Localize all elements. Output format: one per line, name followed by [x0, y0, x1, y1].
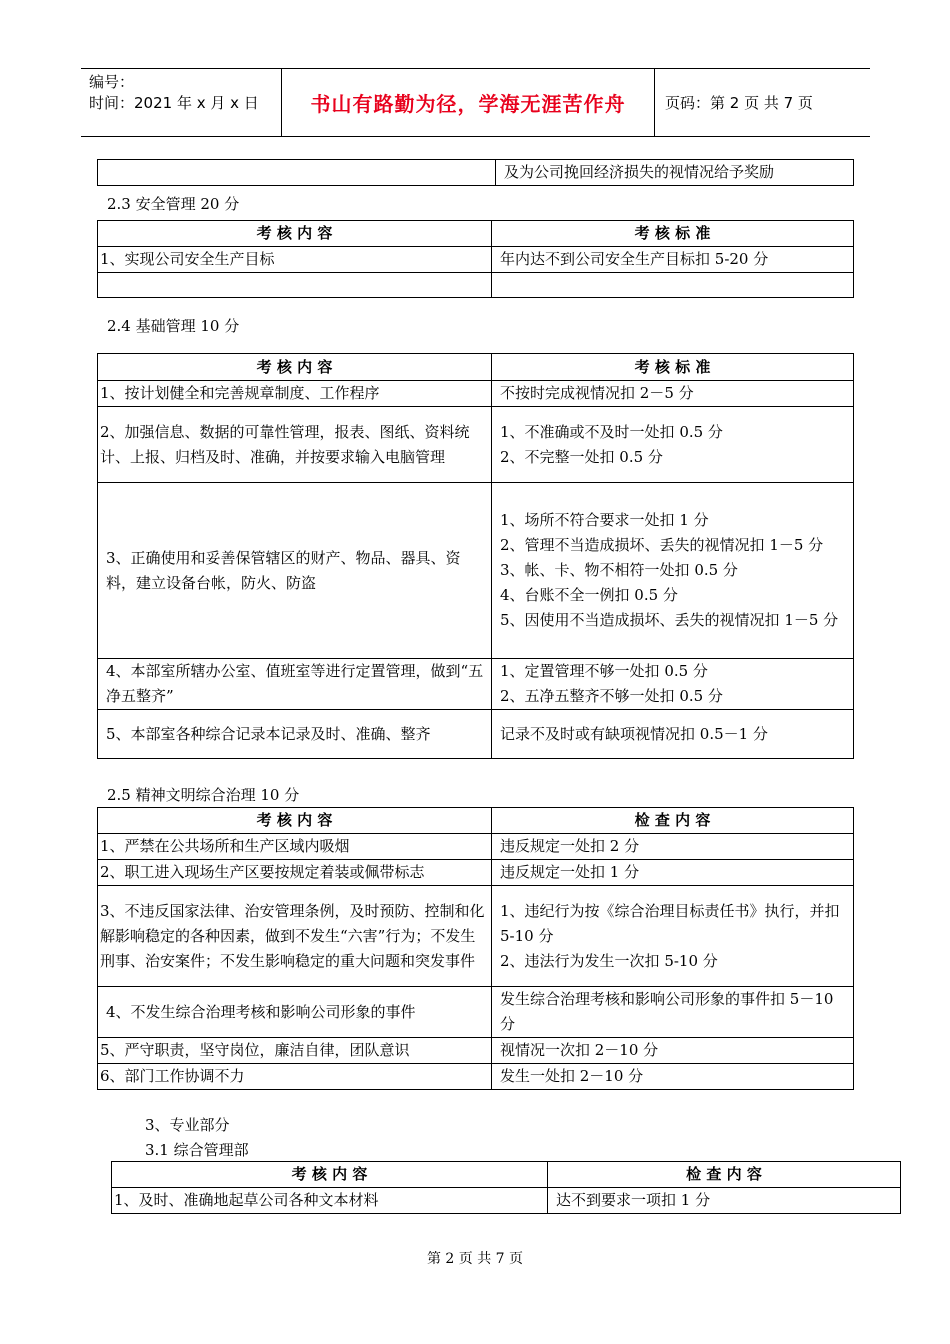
section-title-2-4: 2.4 基础管理 10 分 [107, 317, 240, 335]
table-cell [492, 886, 854, 987]
table-cell: 年内达不到公司安全生产目标扣 5-20 分 [492, 247, 854, 273]
table-cell: 违反规定一处扣 1 分 [492, 860, 854, 886]
table-row [98, 247, 854, 273]
subsection-title-3-1: 3.1 综合管理部 [145, 1141, 249, 1159]
column-header: 考 核 内 容 [112, 1162, 548, 1188]
continuation-table [97, 159, 854, 186]
cell-line: 1、定置管理不够一处扣 0.5 分 [500, 662, 708, 680]
table-cell: 违反规定一处扣 2 分 [492, 834, 854, 860]
table-row [98, 834, 854, 860]
table-row [112, 1188, 901, 1214]
time-label: 时间：2021 年 x 月 x 日 [89, 94, 259, 112]
table-cell [492, 407, 854, 483]
table-row [98, 1064, 854, 1090]
table-cell: 4、不发生综合治理考核和影响公司形象的事件 [98, 987, 492, 1038]
table-cell [492, 273, 854, 298]
table-row [98, 483, 854, 659]
table-cell: 1、及时、准确地起草公司各种文本材料 [112, 1188, 548, 1214]
cell-line: 5、因使用不当造成损坏、丢失的视情况扣 1－5 分 [500, 611, 839, 629]
table-cell: 5、本部室各种综合记录本记录及时、准确、整齐 [98, 710, 492, 759]
header-meta [81, 69, 282, 136]
table-cell: 6、部门工作协调不力 [98, 1064, 492, 1090]
table-row [98, 659, 854, 710]
table-cell: 1、按计划健全和完善规章制度、工作程序 [98, 381, 492, 407]
page-footer: 第 2 页 共 7 页 [426, 1251, 524, 1267]
table-header-row [98, 808, 854, 834]
table-cell: 1、实现公司安全生产目标 [98, 247, 492, 273]
table-header-row [98, 221, 854, 247]
table-cell [98, 160, 496, 186]
cell-line: 1、场所不符合要求一处扣 1 分 [500, 511, 709, 529]
cell-line: 1、不准确或不及时一处扣 0.5 分 [500, 422, 723, 441]
table-row [98, 1038, 854, 1064]
table-cell: 发生综合治理考核和影响公司形象的事件扣 5－10 分 [492, 987, 854, 1038]
cell-line: 2、管理不当造成损坏、丢失的视情况扣 1－5 分 [500, 536, 824, 554]
table-cell: 3、正确使用和妥善保管辖区的财产、物品、器具、资料，建立设备台帐，防火、防盗 [98, 483, 492, 659]
table-cell: 不按时完成视情况扣 2－5 分 [492, 381, 854, 407]
header-motto: 书山有路勤为径，学海无涯苦作舟 [282, 69, 655, 136]
section-title-3: 3、专业部分 [145, 1116, 230, 1134]
table-row [98, 886, 854, 987]
table-row [98, 407, 854, 483]
civilization-table [97, 807, 854, 1090]
table-cell: 5、严守职责，坚守岗位，廉洁自律，团队意识 [98, 1038, 492, 1064]
cell-line: 2、不完整一处扣 0.5 分 [500, 447, 663, 466]
table-cell: 4、本部室所辖办公室、值班室等进行定置管理，做到“五净五整齐” [98, 659, 492, 710]
column-header: 检 查 内 容 [492, 808, 854, 834]
cell-line: 4、台账不全一例扣 0.5 分 [500, 586, 678, 604]
table-row [98, 710, 854, 759]
column-header: 考 核 内 容 [98, 354, 492, 381]
table-cell: 及为公司挽回经济损失的视情况给予奖励 [496, 160, 854, 186]
page-header [81, 68, 870, 137]
cell-line: 1、违纪行为按《综合治理目标责任书》执行，并扣 5-10 分 [500, 901, 840, 945]
table-cell: 2、加强信息、数据的可靠性管理，报表、图纸、资料统计、上报、归档及时、准确，并按要求输入电脑管理 [98, 407, 492, 483]
section-title-2-5: 2.5 精神文明综合治理 10 分 [107, 786, 300, 804]
general-management-table [111, 1161, 901, 1214]
table-cell: 2、职工进入现场生产区要按规定着装或佩带标志 [98, 860, 492, 886]
table-cell: 记录不及时或有缺项视情况扣 0.5－1 分 [492, 710, 854, 759]
table-row [98, 987, 854, 1038]
table-row [98, 160, 854, 186]
header-page-label: 页码：第 2 页 共 7 页 [665, 94, 813, 112]
table-row [98, 860, 854, 886]
basic-management-table [97, 353, 854, 759]
cell-line: 2、五净五整齐不够一处扣 0.5 分 [500, 687, 723, 705]
column-header: 考 核 标 准 [492, 221, 854, 247]
column-header: 考 核 标 准 [492, 354, 854, 381]
table-cell: 视情况一次扣 2－10 分 [492, 1038, 854, 1064]
table-cell: 3、不违反国家法律、治安管理条例，及时预防、控制和化解影响稳定的各种因素，做到不发生“六害”行为；不发生刑事、治安案件；不发生影响稳定的重大问题和突发事件 [98, 886, 492, 987]
column-header: 检 查 内 容 [548, 1162, 901, 1188]
table-cell [492, 483, 854, 659]
table-header-row [98, 354, 854, 381]
number-label: 编号： [89, 73, 135, 91]
table-row [98, 381, 854, 407]
column-header: 考 核 内 容 [98, 808, 492, 834]
cell-line: 3、帐、卡、物不相符一处扣 0.5 分 [500, 561, 738, 579]
table-cell [492, 659, 854, 710]
column-header: 考 核 内 容 [98, 221, 492, 247]
table-header-row [112, 1162, 901, 1188]
table-cell: 发生一处扣 2－10 分 [492, 1064, 854, 1090]
table-cell [98, 273, 492, 298]
table-cell: 1、严禁在公共场所和生产区域内吸烟 [98, 834, 492, 860]
cell-line: 2、违法行为发生一次扣 5-10 分 [500, 951, 718, 970]
table-cell: 达不到要求一项扣 1 分 [548, 1188, 901, 1214]
section-title-2-3: 2.3 安全管理 20 分 [107, 195, 240, 213]
table-row [98, 273, 854, 298]
safety-table [97, 220, 854, 298]
